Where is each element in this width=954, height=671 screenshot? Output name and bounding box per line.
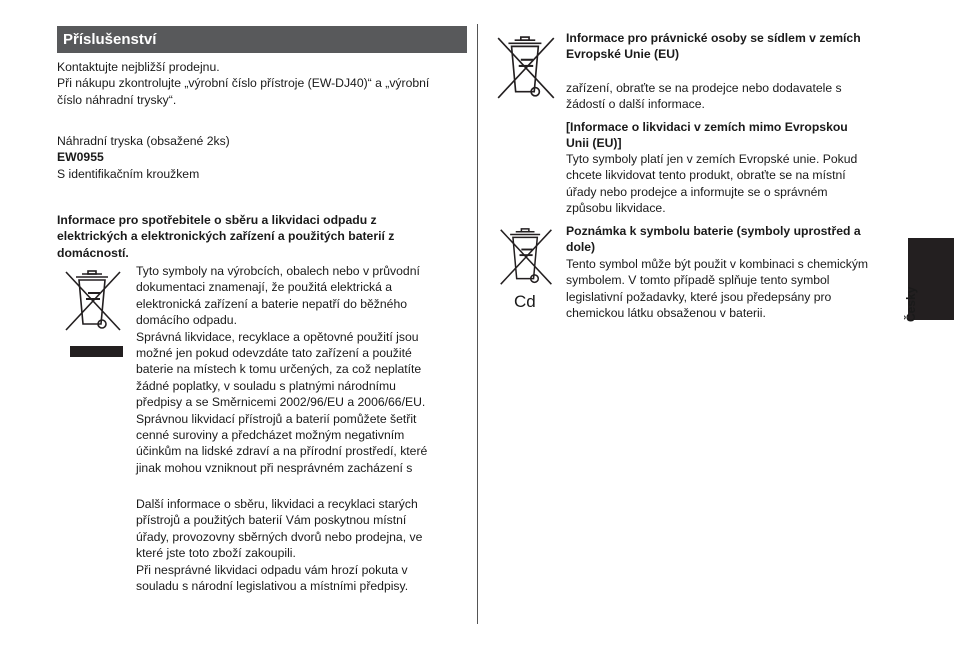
crossed-out-wheelie-bin-icon [494, 34, 560, 102]
body-line: cenné suroviny a předcházet možným negativním [136, 428, 405, 443]
body-line: Správná likvidace, recyklace a opětovné použití jsou [136, 329, 419, 344]
body-line: elektronická zařízení a baterie nepatří do běžného [136, 296, 408, 311]
crossed-out-wheelie-bin-icon [62, 268, 126, 334]
consumer-disposal-body [136, 263, 466, 476]
body-line: možné jen pokud odevzdáte tato zařízení a použité [136, 346, 412, 361]
non-eu-body [566, 151, 896, 217]
body-line: chcete likvidovat tento produkt, obraťte se na místní [566, 168, 846, 183]
body-line: jinak mohou vzniknout při nesprávném zacházení s [136, 460, 413, 475]
heading-line: Evropské Unie (EU) [566, 47, 680, 62]
heading-line: Informace pro spotřebitele o sběru a likvidaci odpadu z [57, 213, 377, 227]
body-line: baterie na místech k tomu určených, za což neplatíte [136, 362, 422, 377]
body-line: chemickou látku obsaženou v baterii. [566, 306, 766, 321]
body-line: Tyto symboly na výrobcích, obalech nebo v průvodní [136, 264, 420, 278]
body-line: úřady nebo prodejce a informujte se o správném [566, 184, 828, 199]
body-line: Tento symbol může být použit v kombinaci s chemickým [566, 257, 869, 271]
body-line: předpisy a se Směrnicemi 2002/96/EU a 2006/66/EU. [136, 395, 426, 410]
more-info-paragraph [136, 496, 466, 594]
heading-line: domácností. [57, 245, 129, 260]
black-bar-symbol [70, 346, 123, 357]
body-line: účinkům na lidské zdraví a na přírodní prostředí, které [136, 444, 428, 459]
consumer-disposal-heading [57, 212, 467, 261]
body-line: Další informace o sběru, likvidaci a recyklaci starých [136, 497, 418, 511]
body-line: souladu s národní legislativou a místními předpisy. [136, 579, 409, 594]
body-line: způsobu likvidace. [566, 201, 666, 216]
column-divider [477, 24, 478, 624]
contact-line: Při nákupu zkontrolujte „výrobní číslo přístroje (EW-DJ40)“ a „výrobní [57, 76, 430, 91]
body-line: Tyto symboly platí jen v zemích Evropské unie. Pokud [566, 152, 858, 166]
business-heading [566, 30, 896, 63]
heading-line: [Informace o likvidaci v zemích mimo Evropskou [566, 120, 848, 134]
body-line: dokumentaci znamenají, že použitá elektrická a [136, 280, 393, 295]
heading-line: Informace pro právnické osoby se sídlem v zemích [566, 31, 861, 45]
non-eu-heading [566, 119, 896, 152]
body-line: Správnou likvidací přístrojů a baterií pomůžete šetřit [136, 411, 417, 426]
heading-line: elektrických a elektronických zařízení a použitých baterií z [57, 229, 395, 244]
business-body [566, 80, 896, 113]
contact-line: číslo náhradní trysky“. [57, 92, 177, 107]
heading-line: dole) [566, 240, 596, 255]
nozzle-info [57, 133, 457, 182]
body-line: zařízení, obraťte se na prodejce nebo dodavatele s [566, 81, 842, 95]
nozzle-description: Náhradní tryska (obsažené 2ks) [57, 134, 230, 148]
cadmium-symbol-label: Cd [514, 292, 536, 311]
contact-text [57, 59, 477, 108]
contact-line: Kontaktujte nejbližší prodejnu. [57, 60, 220, 74]
nozzle-model-number: EW0955 [57, 150, 104, 165]
body-line: úřady, provozovny sběrných dvorů nebo prodejna, ve [136, 529, 423, 544]
body-line: žádné poplatky, v souladu s platnými národnímu [136, 378, 396, 393]
heading-line: Poznámka k symbolu baterie (symboly uprostřed a [566, 224, 861, 238]
heading-line: Unii (EU)] [566, 136, 622, 151]
body-line: symbolem. V tomto případě splňuje tento symbol [566, 273, 830, 288]
body-line: domácího odpadu. [136, 313, 237, 328]
section-header-accessories: Příslušenství [57, 26, 467, 53]
body-line: žádostí o další informace. [566, 97, 705, 112]
body-line: Při nesprávné likvidaci odpadu vám hrozí pokuta v [136, 562, 408, 577]
language-tab-label: Česky [904, 286, 918, 322]
battery-heading [566, 223, 896, 256]
body-line: přístrojů a použitých baterií Vám poskytnou místní [136, 513, 407, 528]
nozzle-ring-note: S identifikačním kroužkem [57, 166, 200, 181]
body-line: legislativní požadavky, které jsou předepsány pro [566, 289, 832, 304]
body-line: které jste toto zboží zakoupili. [136, 546, 296, 561]
battery-body [566, 256, 902, 322]
crossed-out-wheelie-bin-icon [497, 226, 557, 288]
